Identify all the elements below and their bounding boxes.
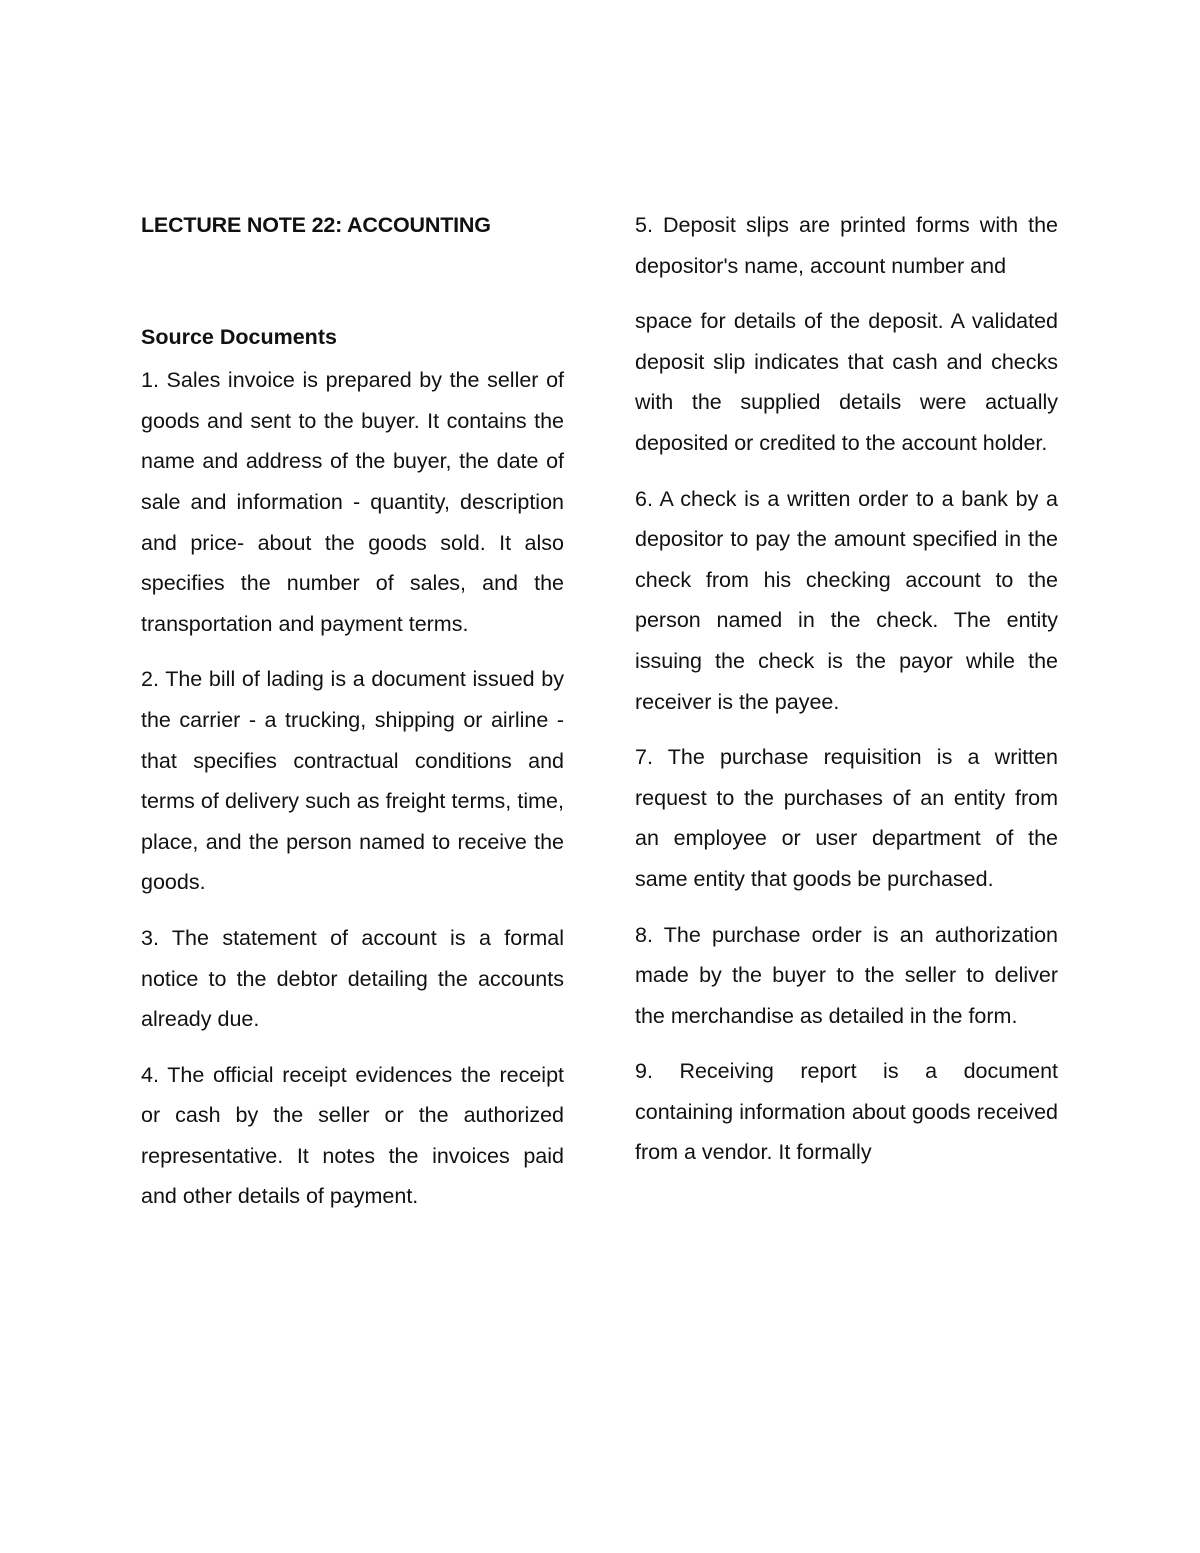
right-column (635, 205, 1058, 1188)
paragraph-check: 6. A check is a written order to a bank by a depositor to pay the amount specified in the check from his checking account to the person named in the check. The entity issuing the check is the payor while the receiver is the payee. (635, 486, 1058, 714)
paragraph-sales-invoice: 1. Sales invoice is prepared by the seller of goods and sent to the buyer. It contains the name and address of the buyer, the date of sale and information - quantity, description and price- about the goods sold. It also specifies the number of sales, and the transportation and payment terms. (141, 368, 564, 636)
document-title: LECTURE NOTE 22: ACCOUNTING (141, 213, 491, 237)
paragraph-purchase-requisition: 7. The purchase requisition is a written request to the purchases of an entity from an employee or user department of the same entity that goods be purchased. (635, 745, 1058, 891)
paragraph-statement-of-account: 3. The statement of account is a formal notice to the debtor detailing the accounts already due. (141, 925, 564, 1032)
left-column (141, 205, 564, 1232)
paragraph-purchase-order: 8. The purchase order is an authorization made by the buyer to the seller to deliver the merchandise as detailed in the form. (635, 922, 1058, 1028)
section-heading: Source Documents (141, 324, 337, 349)
paragraph-official-receipt: 4. The official receipt evidences the receipt or cash by the seller or the authorized representative. It notes the invoices paid and other details of payment. (141, 1062, 564, 1209)
paragraph-deposit-slips: 5. Deposit slips are printed forms with the depositor's name, account number and (635, 213, 1058, 278)
paragraph-deposit-slips-continued: space for details of the deposit. A validated deposit slip indicates that cash and checks with the supplied details were actually deposited or credited to the account holder. (635, 309, 1058, 455)
paragraph-bill-of-lading: 2. The bill of lading is a document issued by the carrier - a trucking, shipping or airline - that specifies contractual conditions and terms of delivery such as freight terms, time, place, and the person named to receive the goods. (141, 667, 564, 895)
paragraph-receiving-report: 9. Receiving report is a document containing information about goods received from a vendor. It formally (635, 1059, 1058, 1165)
